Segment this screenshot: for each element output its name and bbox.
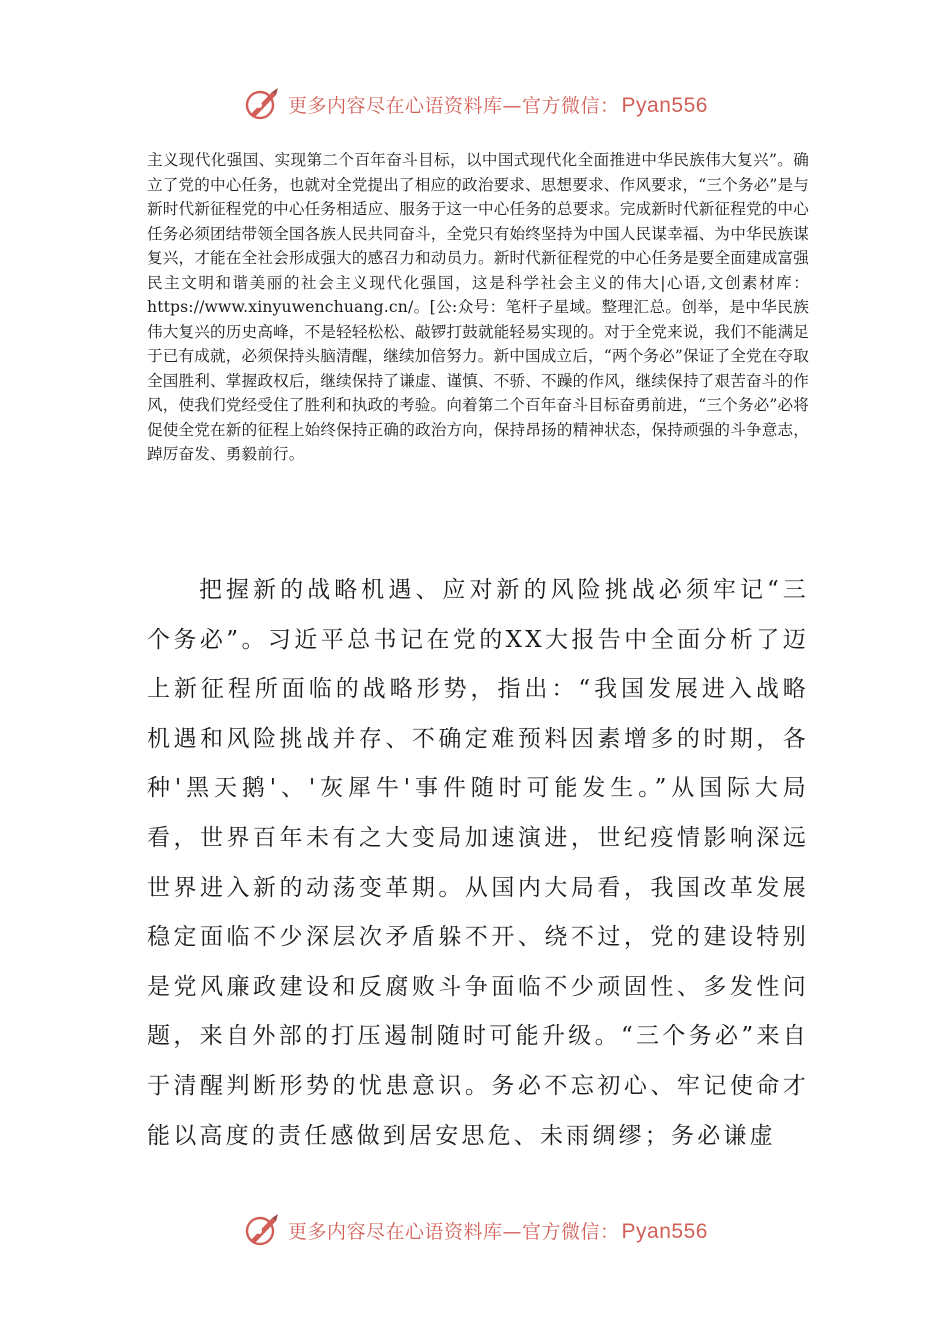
body-paragraph: 把握新的战略机遇、应对新的风险挑战必须牢记“三个务必”。习近平总书记在党的XX大报告中全面分析了迈上新征程所面临的战略形势，指出：“我国发展进入战略机遇和风险挑战并存、不确定难预料因素增多的时期，各种'黑天鹅'、'灰犀牛'事件随时可能发生。”从国际大局看，世界百年未有之大变局加速演进，世纪疫情影响深远世界进入新的动荡变革期。从国内大局看，我国改革发展稳定面临不少深层次矛盾躲不开、绕不过，党的建设特别是党风廉政建设和反腐败斗争面临不少顽固性、多发性问题，来自外部的打压遏制随时可能升级。“三个务必”来自于清醒判断形势的忧患意识。务必不忘初心、牢记使命才能以高度的责任感做到居安思危、未雨绸缪；务必谦虚 bbox=[147, 577, 809, 1149]
pen-circle-logo-icon bbox=[242, 1210, 282, 1250]
pen-circle-logo-icon bbox=[242, 84, 282, 124]
body-paragraph-continued: 主义现代化强国、实现第二个百年奋斗目标，以中国式现代化全面推进中华民族伟大复兴”。确立了党的中心任务，也就对全党提出了相应的政治要求、思想要求、作风要求，“三个务必”是与新时代新征程党的中心任务相适应、服务于这一中心任务的总要求。完成新时代新征程党的中心任务必须团结带领全国各族人民共同奋斗，全党只有始终坚持为中国人民谋幸福、为中华民族谋复兴，才能在全社会形成强大的感召力和动员力。新时代新征程党的中心任务是要全面建成富强民主文明和谐美丽的社会主义现代化强国，这是科学社会主义的伟大|心语,文创素材库：https://www.xinyuwenchuang.cn/。[公:众号：笔杆子星域。整理汇总。创举，是中华民族伟大复兴的历史高峰，不是轻轻松松、敲锣打鼓就能轻易实现的。对于全党来说，我们不能满足于已有成就，必须保持头脑清醒，继续加倍努力。新中国成立后，“两个务必”保证了全党在夺取全国胜利、掌握政权后，继续保持了谦虚、谨慎、不骄、不躁的作风，继续保持了艰苦奋斗的作风，使我们党经受住了胜利和执政的考验。向着第二个百年奋斗目标奋勇前进，“三个务必”必将促使全党在新的征程上始终保持正确的政治方向，保持昂扬的精神状态，保持顽强的斗争意志，踔厉奋发、勇毅前行。 bbox=[147, 151, 809, 463]
watermark-text: 更多内容尽在心语资料库—官方微信：Pyan556 bbox=[288, 1219, 708, 1243]
header-watermark bbox=[0, 82, 950, 126]
footer-watermark bbox=[0, 1208, 950, 1252]
watermark-text: 更多内容尽在心语资料库—官方微信：Pyan556 bbox=[288, 93, 708, 117]
